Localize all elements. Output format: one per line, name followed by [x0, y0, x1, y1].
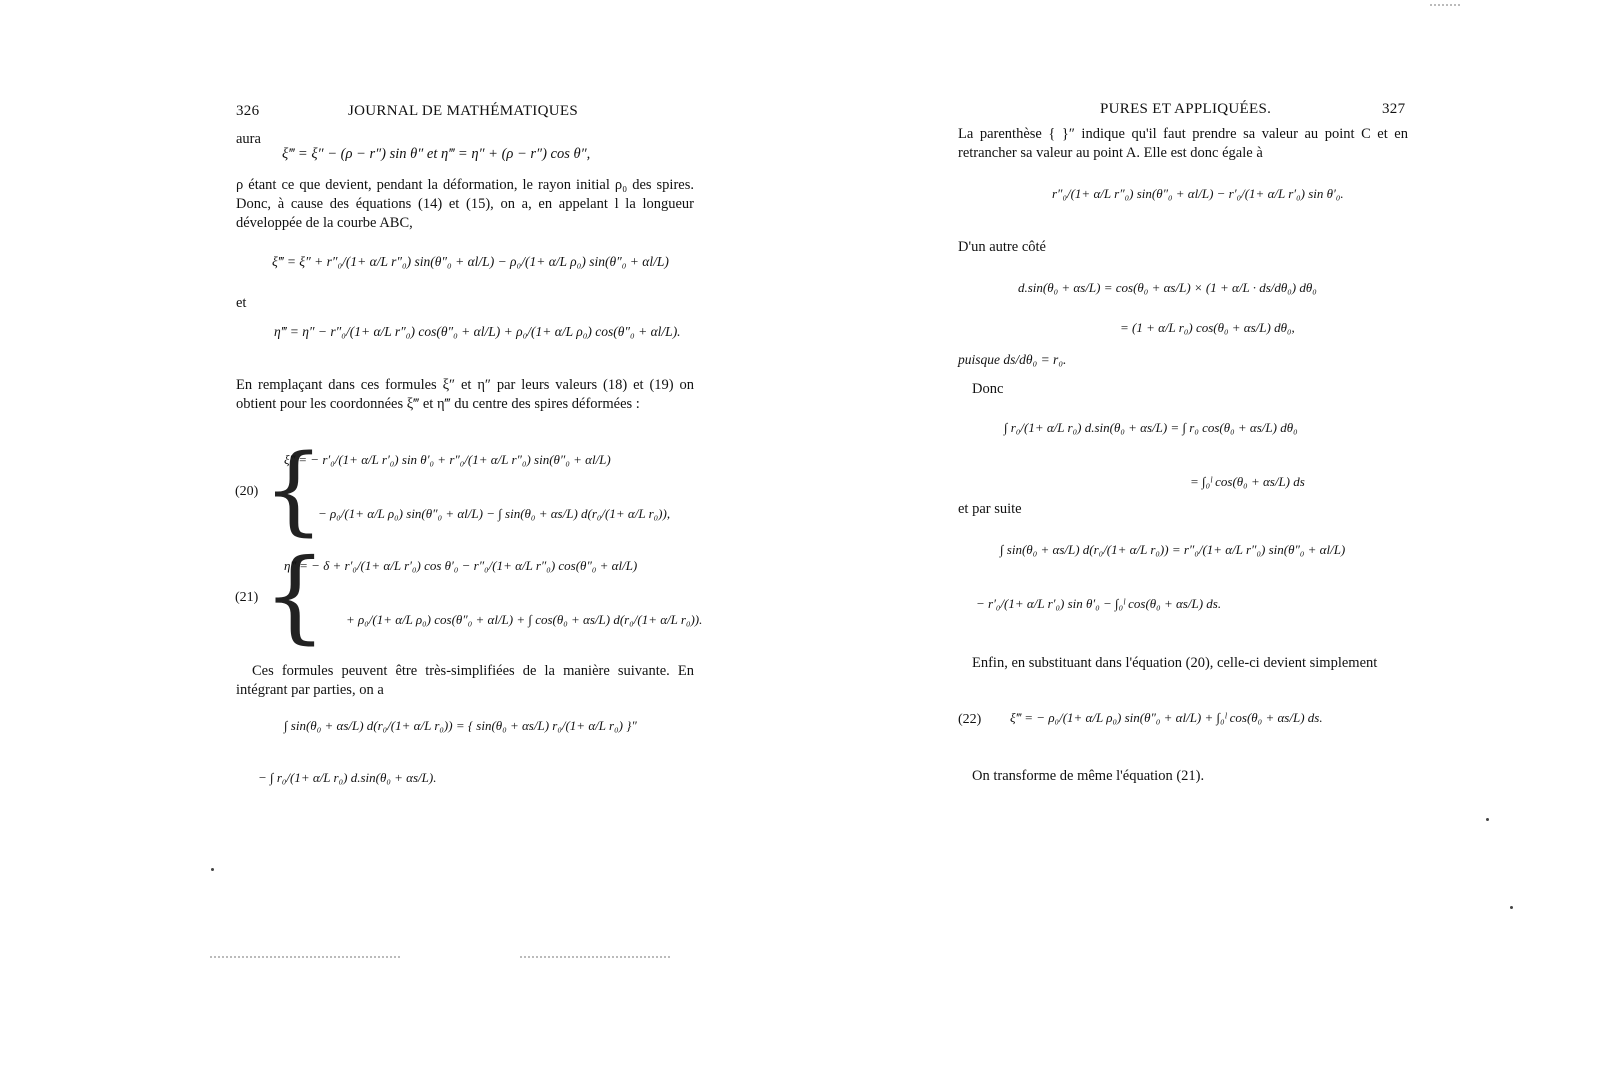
paragraph-2-left: En remplaçant dans ces formules ξ″ et η″ par leurs valeurs (18) et (19) on obtient pour les coordonnées ξ‴ et η‴ du centre des spires déformées :	[236, 377, 694, 412]
scan-dots	[210, 956, 400, 960]
running-head-left: JOURNAL DE MATHÉMATIQUES	[348, 103, 578, 119]
page-number-right: 327	[1382, 101, 1406, 117]
puisque-line: puisque ds/dθ₀ = r₀.	[958, 352, 1067, 367]
equation-21-label: (21)	[235, 590, 259, 605]
equation-xi: ξ‴ = ξ″ + r″₀/(1+ α/L r″₀) sin(θ″₀ + αl/L) − ρ₀/(1+ α/L ρ₀) sin(θ″₀ + αl/L)	[272, 254, 669, 269]
dun-autre-cote: D'un autre côté	[958, 239, 1046, 255]
left-page	[0, 0, 790, 1067]
equation-20-line-2: − ρ₀/(1+ α/L ρ₀) sin(θ″₀ + αl/L) − ∫ sin(θ₀ + αs/L) d(r₀/(1+ α/L r₀)),	[318, 506, 671, 521]
equation-22-label: (22)	[958, 712, 982, 727]
scan-dots	[520, 956, 670, 960]
equation-20-line-1: ξ‴ = − r′₀/(1+ α/L r′₀) sin θ′₀ + r″₀/(1+ α/L r″₀) sin(θ″₀ + αl/L)	[284, 452, 611, 467]
equation-21-line-1: η‴ = − δ + r′₀/(1+ α/L r′₀) cos θ′₀ − r″₀/(1+ α/L r″₀) cos(θ″₀ + αl/L)	[284, 558, 638, 573]
intro-word: aura	[236, 131, 261, 147]
equation-c-2: = ∫₀ˡ cos(θ₀ + αs/L) ds	[1190, 474, 1305, 489]
paragraph-1-left: ρ étant ce que devient, pendant la déformation, le rayon initial ρ₀ des spires. Donc, à cause des équations (14) et (15), on a, en appelant l la longueur développée de la courbe ABC,	[236, 177, 694, 231]
paragraph-2-right: Enfin, en substituant dans l'équation (20), celle-ci devient simplement	[972, 655, 1378, 671]
donc-word: Donc	[972, 381, 1004, 397]
equation-c-1: ∫ r₀/(1+ α/L r₀) d.sin(θ₀ + αs/L) = ∫ r₀ cos(θ₀ + αs/L) dθ₀	[1004, 420, 1298, 435]
equation-d-2: − r′₀/(1+ α/L r′₀) sin θ′₀ − ∫₀ˡ cos(θ₀ + αs/L) ds.	[976, 596, 1222, 611]
equation-a: r″₀/(1+ α/L r″₀) sin(θ″₀ + αl/L) − r′₀/(1+ α/L r′₀) sin θ′₀.	[1052, 186, 1344, 201]
equation-22: ξ‴ = − ρ₀/(1+ α/L ρ₀) sin(θ″₀ + αl/L) + ∫₀ˡ cos(θ₀ + αs/L) ds.	[1010, 710, 1323, 725]
right-page	[790, 0, 1600, 1067]
equation-20-label: (20)	[235, 484, 259, 499]
scan-speck	[1486, 818, 1489, 821]
equation-top: ξ‴ = ξ″ − (ρ − r″) sin θ″ et η‴ = η″ + (ρ − r″) cos θ″,	[282, 146, 591, 162]
equation-21-line-2: + ρ₀/(1+ α/L ρ₀) cos(θ″₀ + αl/L) + ∫ cos(θ₀ + αs/L) d(r₀/(1+ α/L r₀)).	[346, 612, 703, 627]
equation-b-2: = (1 + α/L r₀) cos(θ₀ + αs/L) dθ₀,	[1120, 320, 1295, 335]
paragraph-3-left: Ces formules peuvent être très-simplifiées de la manière suivante. En intégrant par parties, on a	[236, 663, 694, 698]
equation-eta: η‴ = η″ − r″₀/(1+ α/L r″₀) cos(θ″₀ + αl/L) + ρ₀/(1+ α/L ρ₀) cos(θ″₀ + αl/L).	[274, 324, 681, 339]
equation-parts-1: ∫ sin(θ₀ + αs/L) d(r₀/(1+ α/L r₀)) = { sin(θ₀ + αs/L) r₀/(1+ α/L r₀) }″	[284, 718, 637, 733]
et-word: et	[236, 295, 247, 311]
scan-dots	[1430, 4, 1460, 8]
equation-b-1: d.sin(θ₀ + αs/L) = cos(θ₀ + αs/L) × (1 + α/L · ds/dθ₀) dθ₀	[1018, 280, 1317, 295]
scan-speck	[211, 868, 214, 871]
left-brace-icon: {	[263, 537, 327, 654]
paragraph-1-right: La parenthèse { }″ indique qu'il faut prendre sa valeur au point C et en retrancher sa valeur au point A. Elle est donc égale à	[958, 126, 1408, 161]
page-number-left: 326	[236, 103, 260, 119]
equation-d-1: ∫ sin(θ₀ + αs/L) d(r₀/(1+ α/L r₀)) = r″₀/(1+ α/L r″₀) sin(θ″₀ + αl/L)	[1000, 542, 1346, 557]
scan-speck	[1510, 906, 1513, 909]
closing-line: On transforme de même l'équation (21).	[972, 768, 1205, 784]
left-brace-icon: {	[263, 434, 325, 546]
et-par-suite: et par suite	[958, 501, 1022, 517]
running-head-right: PURES ET APPLIQUÉES.	[1100, 101, 1272, 117]
equation-parts-2: − ∫ r₀/(1+ α/L r₀) d.sin(θ₀ + αs/L).	[258, 770, 437, 785]
